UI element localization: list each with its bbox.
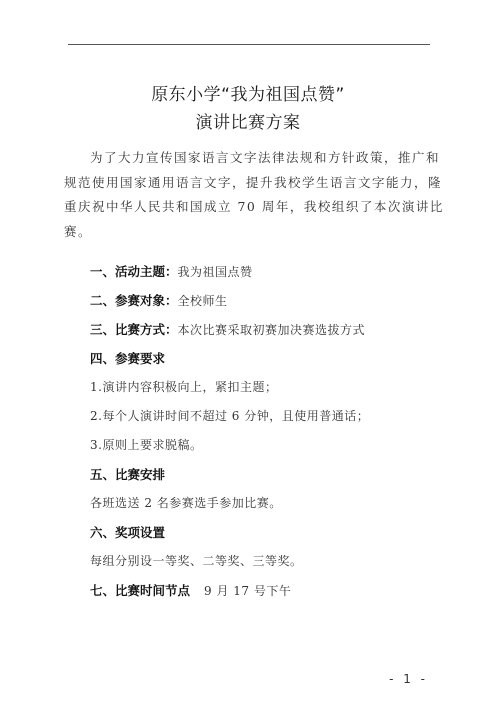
section-heading: 四、参赛要求 — [90, 351, 166, 366]
requirement-item — [90, 378, 277, 395]
schedule-text — [90, 494, 282, 511]
document-title-line1: 原东小学“我为祖国点赞” — [151, 85, 345, 105]
section-value: 本次比赛采取初赛加决赛选拔方式 — [177, 323, 366, 337]
section-heading: 二、参赛对象： — [90, 293, 178, 308]
section-participants — [90, 291, 228, 309]
awards-text-content: 每组分别设一等奖、二等奖、三等奖。 — [90, 554, 303, 568]
page-number: - 1 - — [389, 672, 428, 686]
section-time — [90, 581, 291, 599]
section-awards-heading — [90, 523, 165, 541]
intro-line: 规范使用国家通用语言文字，提升我校学生语言文字能力，隆 — [64, 174, 443, 190]
intro-line: 为了大力宣传国家语言文字法律法规和方针政策，推广和 — [90, 150, 441, 165]
header-rule — [68, 44, 430, 45]
section-heading: 七、比赛时间节点 — [90, 583, 191, 598]
intro-paragraph — [64, 146, 444, 244]
section-theme — [90, 262, 253, 280]
schedule-text-content: 各班选送 2 名参赛选手参加比赛。 — [90, 496, 282, 510]
section-value: 我为祖国点赞 — [177, 265, 253, 279]
section-requirements-heading — [90, 349, 165, 367]
awards-text — [90, 552, 303, 569]
requirement-item — [90, 436, 202, 453]
requirement-text: 2.每个人演讲时间不超过 6 分钟，且使用普通话； — [90, 409, 370, 423]
section-heading: 一、活动主题： — [90, 264, 178, 279]
section-value: 9 月 17 号下午 — [204, 584, 292, 598]
section-schedule-heading — [90, 465, 165, 483]
section-heading: 六、奖项设置 — [90, 525, 166, 540]
requirement-text: 3.原则上要求脱稿。 — [90, 438, 203, 452]
section-format — [90, 320, 365, 338]
document-title-line2: 演讲比赛方案 — [195, 113, 301, 133]
requirement-item — [90, 407, 369, 424]
section-heading: 五、比赛安排 — [90, 467, 166, 482]
requirement-text: 1.演讲内容积极向上，紧扣主题； — [90, 380, 278, 394]
intro-line: 赛。 — [64, 223, 93, 239]
section-heading: 三、比赛方式： — [90, 322, 178, 337]
section-value: 全校师生 — [177, 294, 228, 308]
intro-line: 重庆祝中华人民共和国成立 70 周年，我校组织了本次演讲比 — [64, 199, 444, 214]
